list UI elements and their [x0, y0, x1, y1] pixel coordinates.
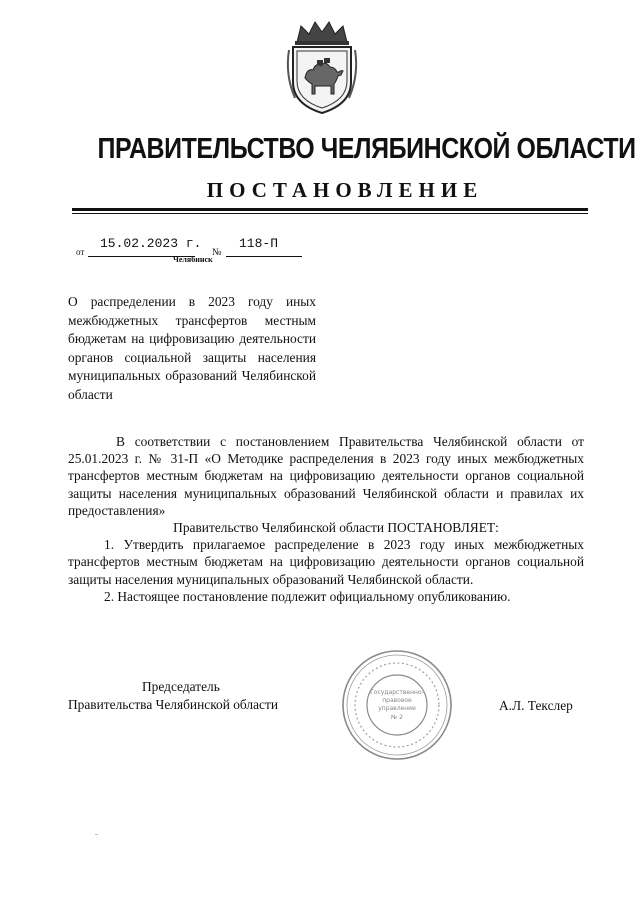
signatory-name: А.Л. Текслер [499, 698, 573, 713]
document-subject: О распределении в 2023 году иных межбюджетных трансфертов местным бюджетам на цифровизацию деятельности органов социальной защиты населения муниципальных образований Челябинской области [68, 294, 316, 402]
signatory-position-line-2: Правительства Челябинской области [68, 697, 278, 712]
header-rule-thick [72, 208, 588, 211]
header-rule-thin [72, 213, 588, 214]
decree-line: Правительство Челябинской области ПОСТАНОВЛЯЕТ: [173, 520, 499, 536]
signatory-position-line-1: Председатель [142, 679, 220, 694]
government-title: ПРАВИТЕЛЬСТВО ЧЕЛЯБИНСКОЙ ОБЛАСТИ [97, 133, 636, 165]
stamp-inner-line-4: № 2 [391, 714, 403, 721]
city-label: Челябинск [173, 255, 213, 264]
official-stamp-seal [340, 648, 454, 762]
document-body [68, 433, 584, 605]
stamp-inner-line-2: правовое [382, 697, 412, 704]
number-value: 118-П [239, 236, 279, 251]
number-underline [226, 256, 302, 257]
scan-speck [95, 834, 98, 835]
stamp-inner-line-3: управление [378, 705, 416, 712]
number-label: № [212, 247, 222, 258]
document-type-title: ПОСТАНОВЛЕНИЕ [206, 178, 484, 202]
preamble-paragraph: В соответствии с постановлением Правительства Челябинской области от 25.01.2023 г. № 31-П «О Методике распределения в 2023 году иных межбюджетных трансфертов местным бюджетам на цифровизацию деятельности органов социальной защиты населения муниципальных образований Челябинской области и правилах их предоставления» [68, 434, 584, 518]
item-1-paragraph: 1. Утвердить прилагаемое распределение в 2023 году иных межбюджетных трансфертов местным бюджетам на цифровизацию деятельности органов социальной защиты населения муниципальных образований Челябинской области. [68, 537, 584, 587]
item-2-paragraph: 2. Настоящее постановление подлежит официальному опубликованию. [104, 588, 511, 604]
date-label: от [76, 247, 85, 257]
stamp-inner-line-1: Государственно- [370, 689, 424, 696]
coat-of-arms-emblem [283, 20, 361, 116]
date-value: 15.02.2023 г. [100, 236, 202, 251]
